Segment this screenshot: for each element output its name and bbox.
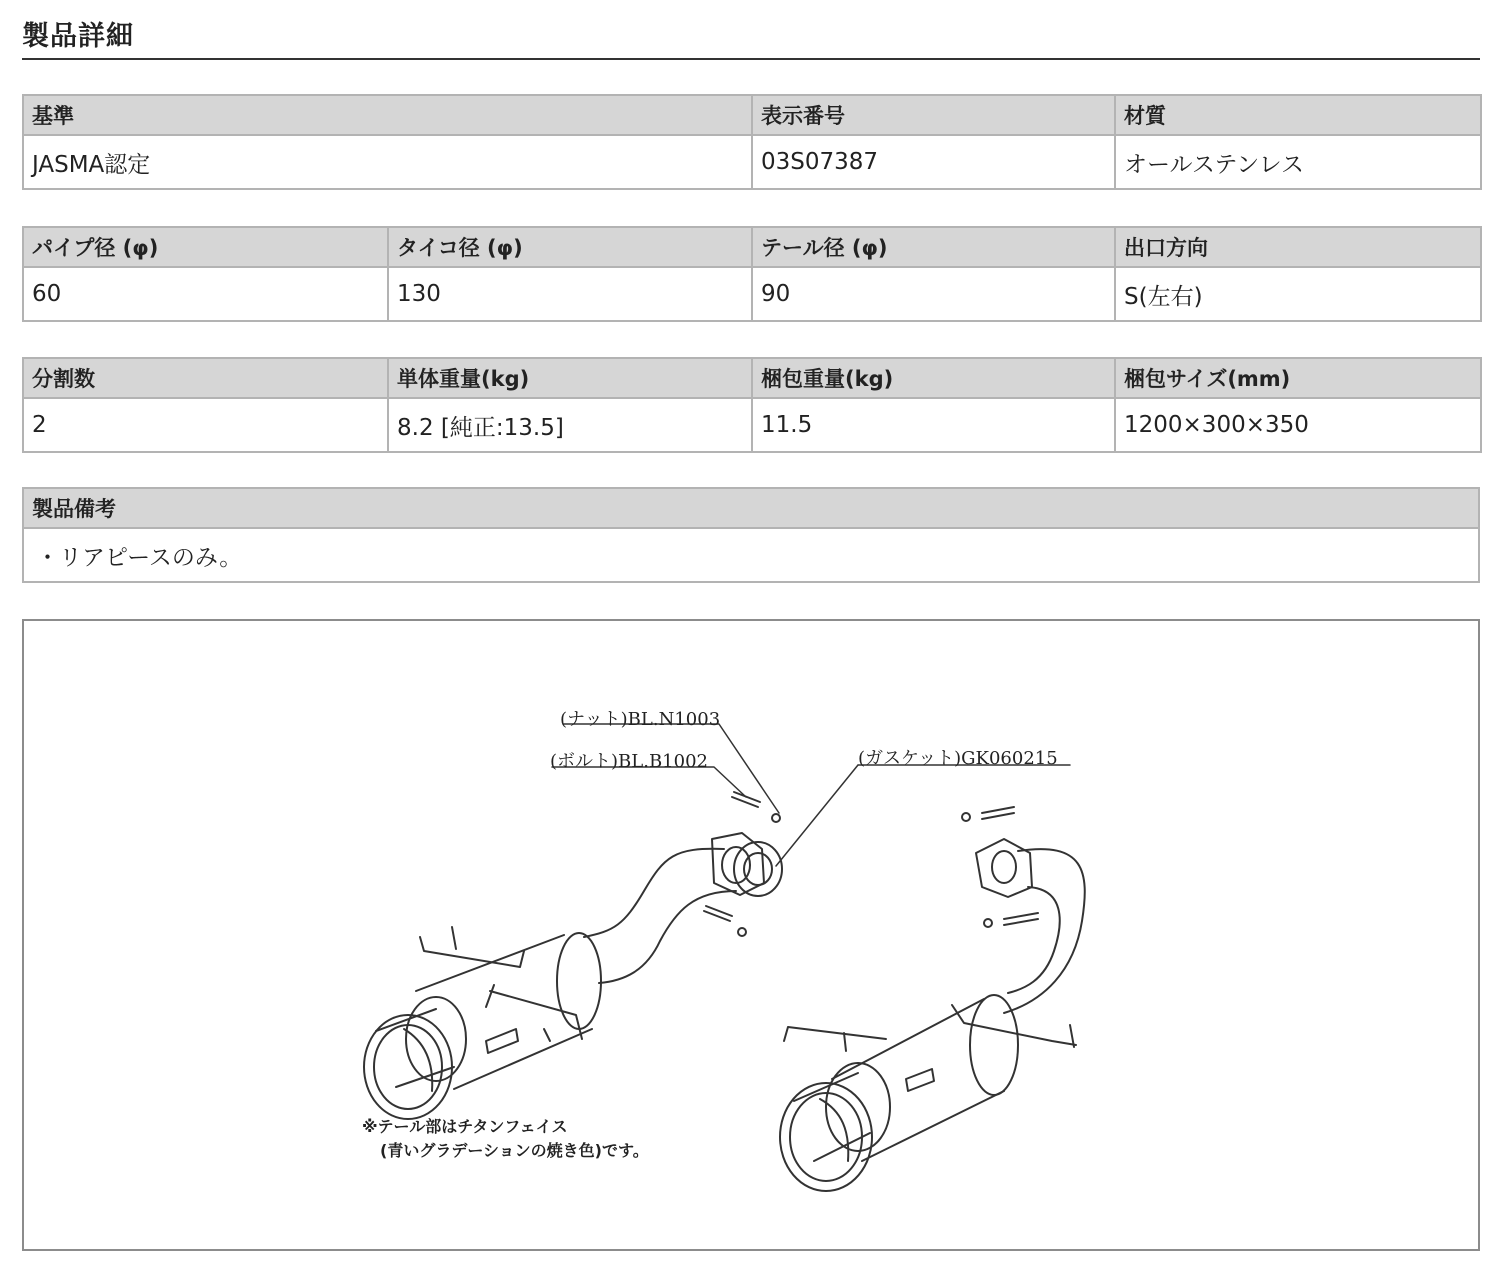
header-display-number: 表示番号 [752, 95, 1115, 135]
value-pipe-diameter: 60 [23, 267, 388, 321]
exhaust-line-drawing [24, 621, 1478, 1249]
note-line-2: (青いグラデーションの焼き色)です。 [380, 1141, 649, 1160]
value-tail-diameter: 90 [752, 267, 1115, 321]
spec-table-remarks [22, 487, 1480, 583]
callout-nut: (ナット)BL.N1003 [560, 709, 721, 730]
value-remarks: ・リアピースのみ。 [23, 528, 1479, 582]
note-line-1: ※テール部はチタンフェイス [362, 1117, 568, 1136]
value-exit-direction: S(左右) [1115, 267, 1481, 321]
callout-gasket: (ガスケット)GK060215 [858, 748, 1058, 769]
spec-table-standard [22, 94, 1482, 190]
header-silencer-diameter: タイコ径 (φ) [388, 227, 752, 267]
header-material: 材質 [1115, 95, 1481, 135]
title-divider [22, 58, 1480, 60]
header-exit-direction: 出口方向 [1115, 227, 1481, 267]
header-unit-weight: 単体重量(kg) [388, 358, 752, 398]
value-standard: JASMA認定 [23, 135, 752, 189]
header-remarks: 製品備考 [23, 488, 1479, 528]
page-title: 製品詳細 [22, 21, 134, 52]
header-package-size: 梱包サイズ(mm) [1115, 358, 1481, 398]
value-display-number: 03S07387 [752, 135, 1115, 189]
value-unit-weight: 8.2 [純正:13.5] [388, 398, 752, 452]
header-standard: 基準 [23, 95, 752, 135]
spec-table-diameters [22, 226, 1482, 322]
value-silencer-diameter: 130 [388, 267, 752, 321]
header-package-weight: 梱包重量(kg) [752, 358, 1115, 398]
value-material: オールステンレス [1115, 135, 1481, 189]
value-pieces: 2 [23, 398, 388, 452]
value-package-weight: 11.5 [752, 398, 1115, 452]
right-muffler-assembly [780, 807, 1085, 1191]
titanium-face-note [362, 1115, 649, 1163]
header-pieces: 分割数 [23, 358, 388, 398]
header-tail-diameter: テール径 (φ) [752, 227, 1115, 267]
header-pipe-diameter: パイプ径 (φ) [23, 227, 388, 267]
left-muffler-assembly [364, 792, 782, 1119]
callout-bolt: (ボルト)BL.B1002 [550, 751, 708, 772]
spec-table-weights [22, 357, 1482, 453]
exhaust-diagram [22, 619, 1480, 1251]
value-package-size: 1200×300×350 [1115, 398, 1481, 452]
